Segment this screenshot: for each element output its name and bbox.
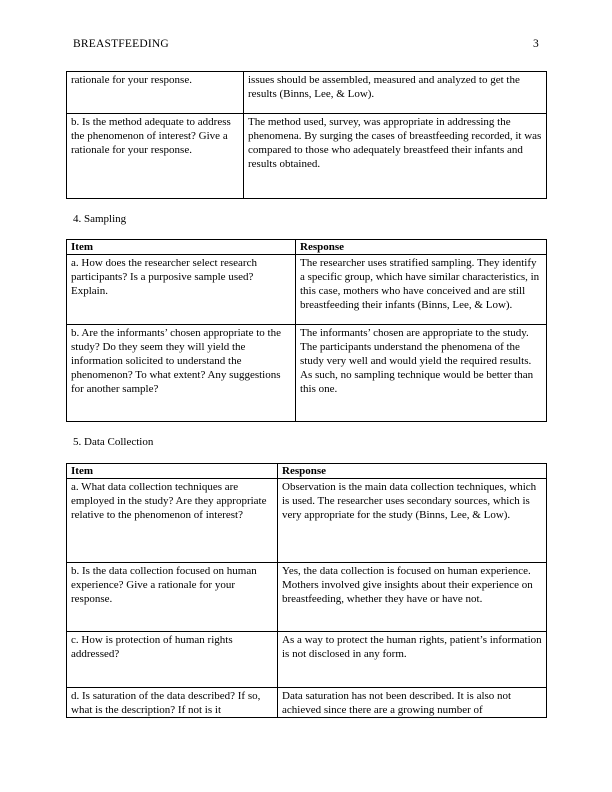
question-cell: b. Is the data collection focused on human experience? Give a rationale for your response. — [67, 563, 278, 632]
table-row — [67, 255, 547, 325]
running-head: BREASTFEEDING — [73, 38, 169, 50]
question-cell: d. Is saturation of the data described? If so, what is the description? If not is it — [67, 688, 278, 718]
page-number: 3 — [533, 38, 539, 50]
item-column-header: Item — [67, 240, 296, 255]
response-column-header: Response — [296, 240, 547, 255]
answer-cell: As a way to protect the human rights, patient’s information is not disclosed in any form. — [278, 632, 547, 688]
answer-cell: issues should be assembled, measured and analyzed to get the results (Binns, Lee, & Low). — [244, 72, 547, 114]
table-header-row — [67, 464, 547, 479]
table-row — [67, 72, 547, 114]
question-cell: rationale for your response. — [67, 72, 244, 114]
table-row — [67, 114, 547, 199]
answer-cell: Data saturation has not been described. It is also not achieved since there are a growing number of — [278, 688, 547, 718]
answer-cell: Yes, the data collection is focused on human experience. Mothers involved give insights about their experience on breastfeeding, whether they have or have not. — [278, 563, 547, 632]
question-cell: c. How is protection of human rights addressed? — [67, 632, 278, 688]
table-row — [67, 325, 547, 422]
answer-cell: The method used, survey, was appropriate in addressing the phenomena. By surging the cases of breastfeeding recorded, it was compared to those who adequately breastfeed their infants and results obtained. — [244, 114, 547, 199]
data-collection-heading: 5. Data Collection — [73, 436, 154, 448]
item-column-header: Item — [67, 464, 278, 479]
table-row — [67, 632, 547, 688]
method-table — [66, 71, 547, 199]
answer-cell: The informants’ chosen are appropriate to the study. The participants understand the phenomena of the study very well and would yield the required results. As such, no sampling technique would be better than this one. — [296, 325, 547, 422]
question-cell: a. What data collection techniques are employed in the study? Are they appropriate relative to the phenomenon of interest? — [67, 479, 278, 563]
question-cell: b. Is the method adequate to address the phenomenon of interest? Give a rationale for your response. — [67, 114, 244, 199]
sampling-heading: 4. Sampling — [73, 213, 127, 225]
question-cell: b. Are the informants’ chosen appropriate to the study? Do they seem they will yield the information solicited to understand the phenomenon? To what extent? Any suggestions for another sample? — [67, 325, 296, 422]
table-header-row — [67, 240, 547, 255]
table-row — [67, 688, 547, 718]
answer-cell: Observation is the main data collection techniques, which is used. The researcher uses secondary sources, which is very appropriate for the study (Binns, Lee, & Low). — [278, 479, 547, 563]
response-column-header: Response — [278, 464, 547, 479]
data-collection-table — [66, 463, 547, 718]
sampling-table — [66, 239, 547, 422]
answer-cell: The researcher uses stratified sampling. They identify a specific group, which have similar characteristics, in this case, mothers who have conceived and are still breastfeeding their infants (Binns, Lee, & Low). — [296, 255, 547, 325]
question-cell: a. How does the researcher select research participants? Is a purposive sample used? Explain. — [67, 255, 296, 325]
table-row — [67, 563, 547, 632]
table-row — [67, 479, 547, 563]
